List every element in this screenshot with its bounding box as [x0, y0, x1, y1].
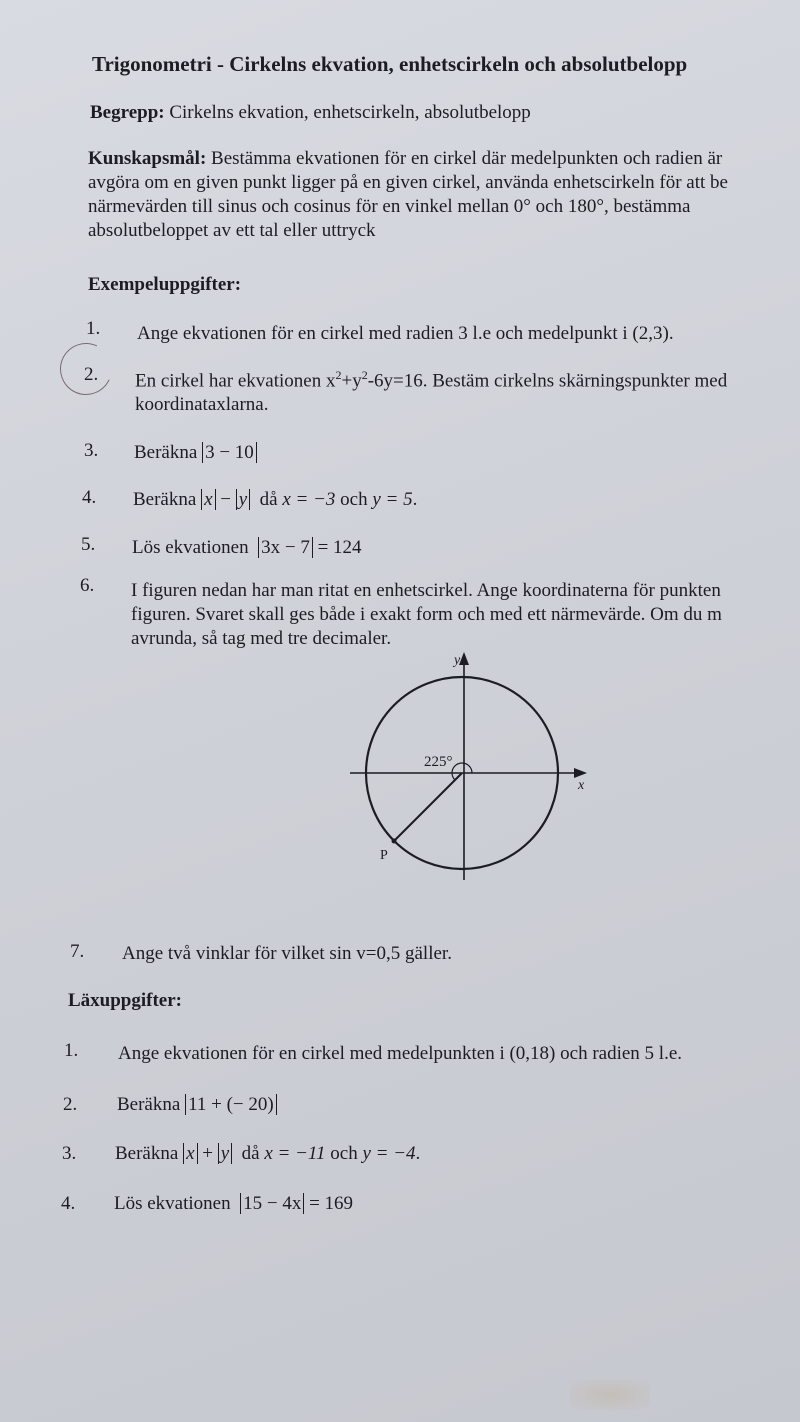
exempel-3-label: Beräkna	[134, 442, 198, 463]
angle-arc	[452, 763, 472, 780]
point-p-dot	[392, 839, 397, 844]
exempel-6-number: 6.	[80, 575, 95, 596]
point-p-label: P	[380, 848, 388, 863]
exempel-heading: Exempeluppgifter:	[88, 274, 242, 295]
lax-3-dot: .	[415, 1143, 421, 1164]
exempel-6-line-1: I figuren nedan har man ritat en enhetscirkel. Ange koordinaterna för punkten	[131, 580, 721, 601]
exempel-4-eq1: x = −3	[282, 489, 336, 510]
exempel-3-text	[134, 442, 257, 464]
x-axis-arrow	[574, 768, 587, 778]
page-title: Trigonometri - Cirkelns ekvation, enhetscirkeln och absolutbelopp	[92, 52, 688, 76]
exempel-4-x: x	[204, 489, 213, 510]
lax-3-plus: +	[197, 1143, 218, 1164]
y-axis-label: y	[454, 653, 461, 668]
kunskapsmal-text-4: absolutbeloppet av ett tal eller uttryck	[88, 220, 376, 241]
lax-heading: Läxuppgifter:	[68, 990, 182, 1011]
exempel-4-y: y	[238, 489, 248, 510]
lax-3-text	[115, 1143, 420, 1165]
exempel-2-line-2: koordinataxlarna.	[135, 394, 269, 415]
exempel-2-number: 2.	[84, 364, 99, 385]
kunskapsmal-label: Kunskapsmål:	[88, 148, 207, 169]
exempel-5-rhs: = 124	[317, 537, 362, 558]
exempel-5-expression: 3x − 7	[258, 537, 313, 558]
exempel-2-mid: +y	[341, 370, 362, 392]
exempel-2-sup1: 2	[335, 368, 342, 382]
angle-label: 225°	[424, 754, 453, 770]
lax-4-label: Lös ekvationen	[114, 1193, 231, 1214]
exempel-5-text	[132, 537, 362, 559]
lax-3-cond: då	[241, 1143, 260, 1164]
exempel-4-label: Beräkna	[133, 489, 197, 510]
lax-4-text	[114, 1193, 353, 1215]
exempel-5-number: 5.	[81, 534, 96, 555]
lax-3-x: x	[186, 1143, 195, 1164]
begrepp-line	[90, 102, 531, 124]
lax-2-label: Beräkna	[117, 1094, 181, 1115]
lax-3-number: 3.	[62, 1143, 77, 1164]
exempel-2-post: -6y=16. Bestäm cirkelns skärningspunkter med	[367, 370, 728, 392]
exempel-7-number: 7.	[70, 941, 85, 962]
exempel-2-pre: En cirkel har ekvationen x	[135, 370, 336, 392]
exempel-4-eq2: y = 5	[372, 489, 413, 510]
lax-2-number: 2.	[63, 1094, 78, 1115]
exempel-1-number: 1.	[86, 318, 101, 339]
lax-1-number: 1.	[64, 1040, 79, 1061]
exempel-3-expression: 3 − 10	[202, 442, 257, 463]
paper-stain	[570, 1380, 650, 1410]
lax-3-label: Beräkna	[115, 1143, 179, 1164]
unit-circle-figure	[340, 648, 600, 888]
kunskapsmal-text-2: avgöra om en given punkt ligger på en given cirkel, använda enhetscirkeln för att be	[88, 172, 728, 193]
radius-to-p	[394, 773, 462, 841]
exempel-4-dot: .	[412, 489, 418, 510]
lax-2-text	[117, 1094, 277, 1116]
exempel-4-number: 4.	[82, 487, 97, 508]
exempel-2-line-1	[135, 368, 727, 392]
x-axis-label: x	[578, 778, 585, 793]
lax-3-y: y	[220, 1143, 230, 1164]
exempel-6-line-2: figuren. Svaret skall ges både i exakt form och med ett närmevärde. Om du m	[131, 604, 722, 625]
exempel-6-line-3: avrunda, så tag med tre decimaler.	[131, 628, 392, 649]
exempel-4-cond: då	[259, 489, 278, 510]
lax-4-rhs: = 169	[309, 1193, 354, 1214]
exempel-4-och: och	[340, 489, 368, 510]
lax-1-text: Ange ekvationen för en cirkel med medelpunkten i (0,18) och radien 5 l.e.	[118, 1043, 682, 1064]
exempel-1-text: Ange ekvationen för en cirkel med radien 3 l.e och medelpunkt i (2,3).	[137, 323, 674, 344]
begrepp-label: Begrepp:	[90, 102, 165, 123]
lax-3-och: och	[330, 1143, 358, 1164]
kunskapsmal-text-3: närmevärden till sinus och cosinus för en vinkel mellan 0° och 180°, bestämma	[88, 196, 691, 217]
exempel-4-minus: −	[215, 489, 236, 510]
kunskapsmal-line-1	[88, 148, 722, 170]
exempel-5-label: Lös ekvationen	[132, 537, 249, 558]
lax-3-eq2: y = −4	[362, 1143, 416, 1164]
exempel-3-number: 3.	[84, 440, 99, 461]
lax-4-number: 4.	[61, 1193, 76, 1214]
begrepp-text: Cirkelns ekvation, enhetscirkeln, absolutbelopp	[169, 102, 531, 123]
exempel-4-text	[133, 489, 417, 511]
lax-3-eq1: x = −11	[264, 1143, 326, 1164]
y-axis-arrow	[459, 652, 469, 665]
lax-2-expression: 11 + (− 20)	[185, 1094, 277, 1115]
lax-4-expression: 15 − 4x	[240, 1193, 304, 1214]
exempel-7-text: Ange två vinklar för vilket sin v=0,5 gäller.	[122, 943, 452, 964]
kunskapsmal-text-1: Bestämma ekvationen för en cirkel där medelpunkten och radien är	[211, 148, 723, 169]
exempel-2-sup2: 2	[361, 368, 368, 382]
